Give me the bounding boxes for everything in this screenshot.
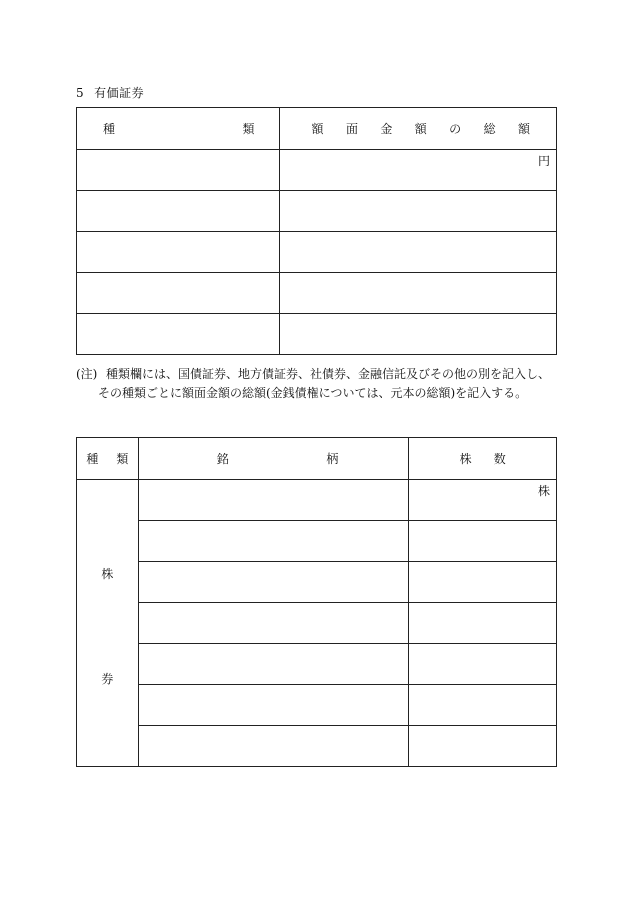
- brand-input-cell[interactable]: [138, 726, 409, 767]
- type-input-cell[interactable]: [77, 314, 280, 355]
- brand-input-cell[interactable]: [138, 644, 409, 685]
- section-number: 5: [76, 86, 85, 100]
- table-row: [77, 562, 557, 603]
- table-row: [77, 150, 557, 191]
- table-row: [77, 232, 557, 273]
- table-row: [77, 521, 557, 562]
- brand-input-cell[interactable]: [138, 521, 409, 562]
- table-row: [77, 273, 557, 314]
- category-stock-certificate: [77, 480, 139, 767]
- header-type: 種 類: [77, 438, 139, 480]
- amount-input-cell[interactable]: [279, 314, 556, 355]
- table-row: [77, 603, 557, 644]
- header-brand: 銘 柄: [138, 438, 409, 480]
- header-shares: 株 数: [409, 438, 557, 480]
- table-row: [77, 314, 557, 355]
- table-row: [77, 685, 557, 726]
- note-tag: (注): [76, 367, 98, 381]
- type-input-cell[interactable]: [77, 150, 280, 191]
- stock-certificates-table: [76, 437, 557, 767]
- header-type: 種 類: [77, 108, 280, 150]
- type-input-cell[interactable]: [77, 273, 280, 314]
- footnote: [76, 365, 566, 403]
- table-header-row: [77, 438, 557, 480]
- table-row: [77, 644, 557, 685]
- table-row: [77, 480, 557, 521]
- amount-input-cell[interactable]: [279, 232, 556, 273]
- note-line-1: 種類欄には、国債証券、地方債証券、社債券、金融信託及びその他の別を記入し、: [106, 367, 551, 381]
- shares-unit: 株: [537, 484, 550, 498]
- table-row: [77, 191, 557, 232]
- amount-input-cell[interactable]: [279, 191, 556, 232]
- note-line-2: その種類ごとに額面金額の総額(金銭債権については、元本の総額)を記入する。: [98, 386, 528, 400]
- shares-input-cell[interactable]: [409, 521, 557, 562]
- brand-input-cell[interactable]: [138, 603, 409, 644]
- header-total-face-value: 額 面 金 額 の 総 額: [279, 108, 556, 150]
- yen-unit: 円: [537, 154, 550, 168]
- table-row: [77, 726, 557, 767]
- section-title: [76, 84, 144, 101]
- securities-face-value-table: [76, 107, 557, 355]
- amount-input-cell[interactable]: [279, 273, 556, 314]
- shares-input-cell[interactable]: [409, 562, 557, 603]
- table-header-row: [77, 108, 557, 150]
- type-input-cell[interactable]: [77, 191, 280, 232]
- shares-input-cell[interactable]: [409, 603, 557, 644]
- brand-input-cell[interactable]: [138, 562, 409, 603]
- brand-input-cell[interactable]: [138, 480, 409, 521]
- shares-input-cell[interactable]: [409, 685, 557, 726]
- shares-input-cell[interactable]: [409, 726, 557, 767]
- category-char-2: 券: [101, 672, 114, 686]
- category-char-1: 株: [101, 567, 114, 581]
- section-name: 有価証券: [94, 86, 145, 100]
- brand-input-cell[interactable]: [138, 685, 409, 726]
- type-input-cell[interactable]: [77, 232, 280, 273]
- amount-input-cell[interactable]: [279, 150, 556, 191]
- shares-input-cell[interactable]: [409, 480, 557, 521]
- shares-input-cell[interactable]: [409, 644, 557, 685]
